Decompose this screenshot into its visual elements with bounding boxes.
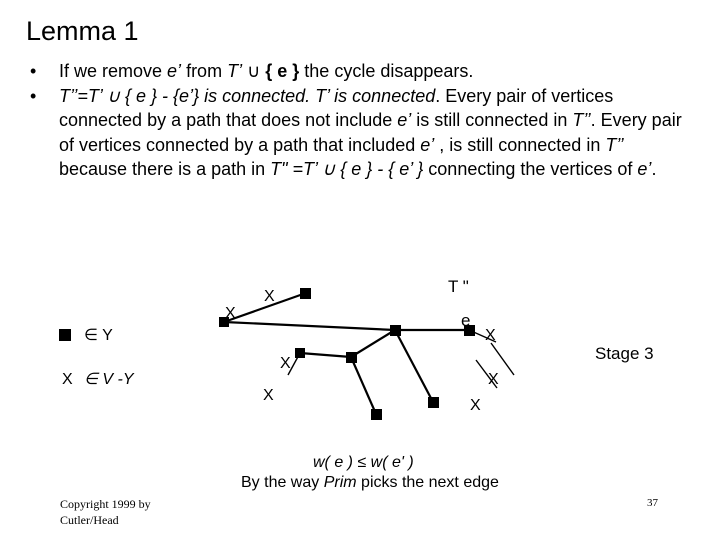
vertex-y (295, 348, 305, 358)
bullet-text: If we remove (59, 61, 168, 81)
bullet-text: T’’ (605, 134, 624, 155)
copyright-line: Copyright 1999 by (60, 497, 151, 511)
candidate-edges (288, 330, 514, 388)
prim-caption-text: picks the next edge (356, 474, 499, 491)
bullet-text: T’ (227, 61, 243, 81)
bullet-text: ∪ (242, 61, 266, 81)
vertex-y (371, 409, 382, 420)
bullet-text: T’ is connected (315, 85, 436, 106)
copyright-notice (60, 496, 151, 528)
vertex-x: X (485, 327, 496, 344)
bullet-text: . Every pair of vertices connected by a path that included (59, 110, 682, 155)
page-number: 37 (647, 497, 658, 509)
tree-edge (224, 322, 395, 330)
bullet-text: e’ (637, 159, 652, 179)
bullet-text: . Every pair of vertices connected by a path that does not include (59, 85, 614, 130)
bullet-text: because there is a path in (59, 159, 271, 179)
edge-e-label: e (461, 311, 471, 330)
vertex-y (390, 325, 401, 336)
stage-label: Stage 3 (595, 344, 654, 363)
prim-caption (241, 474, 499, 491)
bullet-text: e’ (167, 61, 182, 81)
bullet-text: . (651, 159, 657, 179)
vertex-x: X (225, 305, 236, 322)
bullet-text: T’’=T’ ∪ { e } - {e’} is connected. (59, 85, 316, 106)
bullet-text: e’ (397, 110, 412, 130)
prim-name: Prim (323, 474, 357, 491)
vertex-x: X (470, 397, 481, 414)
bullet-text: T’’ (572, 110, 591, 130)
vertex-x: X (488, 371, 499, 388)
prim-caption-text: By the way (241, 474, 324, 491)
tree-edge (300, 353, 351, 357)
vertex-y (346, 352, 357, 363)
legend-in-y: ∈ Y (84, 327, 113, 344)
vertex-x: X (280, 355, 291, 372)
legend-in-v-minus-y: ∈ V -Y (84, 371, 134, 388)
bullet-text: { e } (265, 61, 300, 81)
vertex-x: X (264, 288, 275, 305)
copyright-line: Cutler/Head (60, 513, 119, 527)
vertex-x: X (263, 387, 274, 404)
tree-edge (395, 330, 433, 402)
tree-edge (351, 357, 376, 414)
bullet-text: the cycle disappears. (299, 61, 474, 81)
vertex-y (300, 288, 311, 299)
bullet-text: is still connected in (411, 110, 573, 130)
slide-title: Lemma 1 (26, 16, 139, 46)
t-double-prime-label: T " (448, 277, 469, 296)
bullet-text: e’ (420, 134, 435, 155)
bullet-text: connecting the vertices of (423, 159, 638, 179)
vertex-y (428, 397, 439, 408)
bullet-text: , is still connected in (434, 134, 606, 155)
legend-x-symbol: X (62, 371, 73, 388)
tree-edge (351, 330, 395, 357)
bullet-text: from (181, 61, 228, 81)
legend-y-marker (59, 329, 71, 341)
weight-inequality: w( e ) ≤ w( e' ) (313, 454, 414, 471)
bullet-text: T" =T’ ∪ { e } - { e’ } (270, 159, 424, 179)
